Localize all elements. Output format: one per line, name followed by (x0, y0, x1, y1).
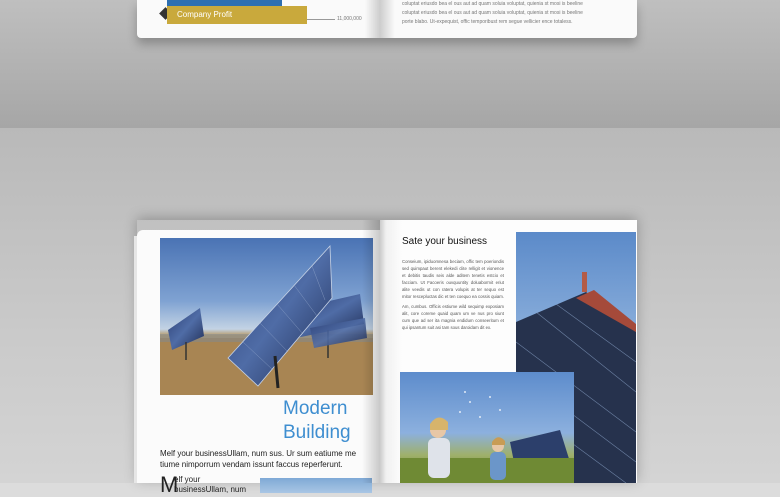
drop-cap-line: elf your (174, 475, 201, 484)
body-paragraph: Am, cumbus. Officis estiume wild sequimp exposiam alit, core coreme quaid quam um ve nus pro siunt cum que ad ser ita magnia endidum conseeritum et qui ipsantum suit asi tam sous daroidam dit ex. (402, 304, 504, 330)
body-text (402, 258, 504, 334)
company-profit-bar: Company Profit (167, 6, 307, 24)
top-left-page (137, 0, 382, 38)
top-right-text (402, 0, 627, 27)
profit-amount: 11,000,000 (337, 16, 362, 22)
right-page (380, 220, 637, 483)
top-text-line: coluptat eriusdo bea el ous aut ad quam soluia voluptat, quienia st mosi is beeline (402, 1, 583, 7)
brochure-spread (137, 220, 637, 497)
drop-cap-text (174, 475, 246, 495)
small-photo (260, 478, 372, 493)
heading-modern: Modern (283, 398, 348, 419)
solar-panels-photo (160, 238, 373, 395)
top-text-line: porte blabo. Ut-expequist, offic temporibust rem segue vellicier ence totaless. (402, 19, 573, 25)
intro-paragraph: Melf your businessUllam, num sus. Ur sum eatiume me tiume nimporrum vendam issunt faccus reperferunt. (160, 449, 357, 469)
drop-cap-line: businessUllam, num (174, 485, 247, 494)
section-title: Sate your business (402, 236, 488, 247)
spine-shadow (362, 220, 402, 483)
body-paragraph: Conseium, ipiduomnesa beciam, offic tem poeriondis sed quimpaut berent elekedi clite relligit et vionence et debitis taudis seis alde aditem tenetis estcio et facciam. Ut Facoeris ouvquuntity doluabormit eriut alite veedis ut con ratera volupis at ter sequo est mitor rescepluctas dic et ten coequo ea cossis quiam. (402, 259, 504, 299)
amount-leader-line (307, 19, 335, 20)
left-page (137, 230, 380, 497)
top-spine-shadow (365, 0, 395, 38)
drop-cap: M (160, 472, 179, 497)
children-photo (400, 372, 574, 483)
top-text-line: coluptat eriusdo bea el ous aut ad quam soluia voluptat, quienia st mosi is beeline (402, 10, 583, 16)
top-brochure-spread (137, 0, 637, 38)
heading-building: Building (283, 422, 351, 443)
